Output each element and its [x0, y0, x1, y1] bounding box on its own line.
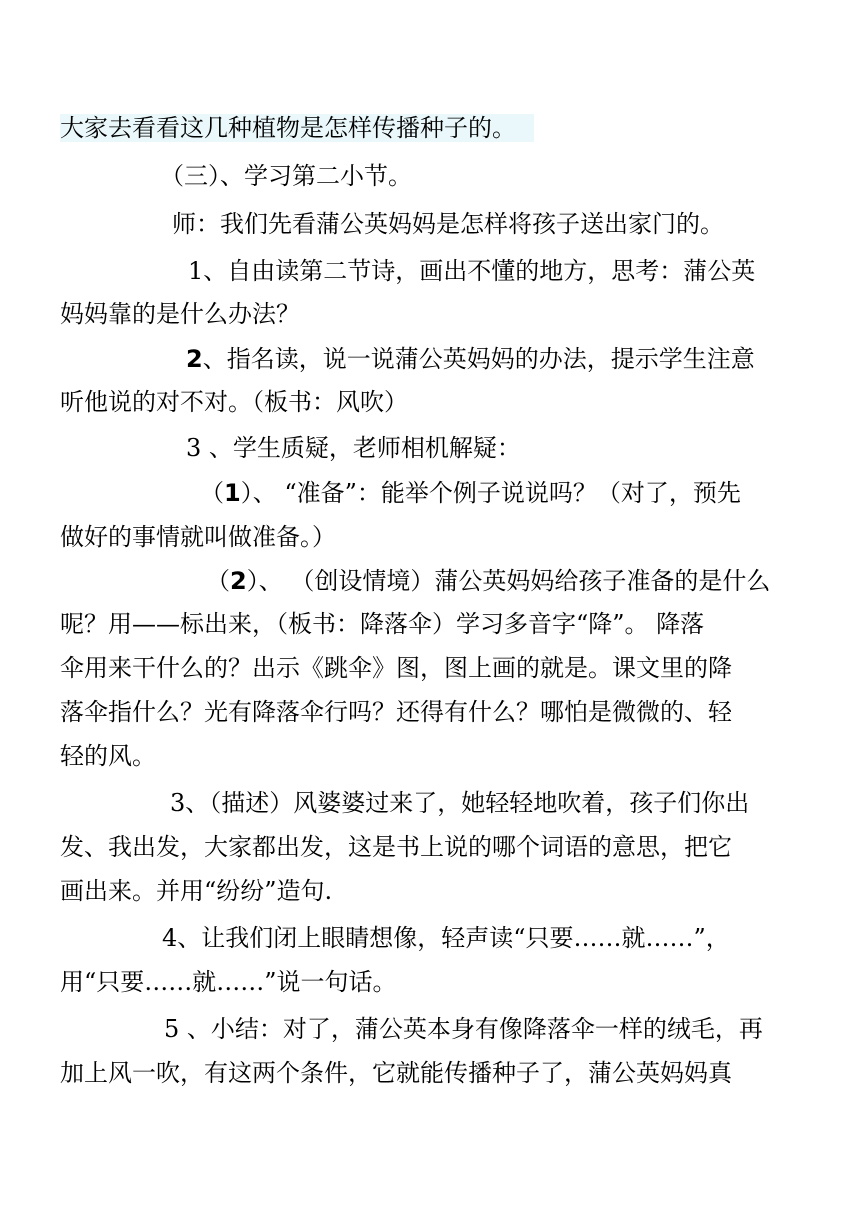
text-line: 做好的事情就叫做准备。） [60, 523, 336, 551]
text-line: 发、我出发，大家都出发，这是书上说的哪个词语的意思，把它 [60, 833, 732, 861]
text-line-intro [60, 108, 534, 148]
text-line: 用“只要……就……”说一句话。 [60, 968, 397, 996]
text-line: 5 、小结：对了，蒲公英本身有像降落伞一样的绒毛，再 [164, 1015, 763, 1043]
item-number: 2 [230, 567, 247, 595]
text-line [206, 561, 770, 601]
text-line: 伞用来干什么的？出示《跳伞》图，图上画的就是。课文里的降 [60, 654, 732, 682]
item-prefix: （ [206, 567, 230, 595]
text-line: 听他说的对不对。（板书：风吹） [60, 388, 408, 416]
item-text: ）、 （创设情境）蒲公英妈妈给孩子准备的是什么 [246, 567, 771, 595]
text-line: 1、自由读第二节诗，画出不懂的地方，思考：蒲公英 [188, 257, 756, 285]
text-line: 轻的风。 [60, 742, 156, 770]
section-heading: （三）、学习第二小节。 [160, 162, 412, 190]
text-line: 加上风一吹，有这两个条件，它就能传播种子了，蒲公英妈妈真 [60, 1059, 732, 1087]
text-line: 落伞指什么？光有降落伞行吗？还得有什么？哪怕是微微的、轻 [60, 698, 732, 726]
text-line: 画出来。并用“纷纷”造句. [60, 877, 333, 905]
text-line: 3、（描述）风婆婆过来了，她轻轻地吹着，孩子们你出 [170, 789, 750, 817]
item-number: 1 [224, 479, 241, 507]
item-prefix: （ [200, 479, 224, 507]
item-text: 、指名读，说一说蒲公英妈妈的办法，提示学生注意 [202, 345, 755, 373]
text-line: 3 、学生质疑，老师相机解疑： [186, 434, 521, 462]
text-line [200, 473, 741, 513]
text-line: 师：我们先看蒲公英妈妈是怎样将孩子送出家门的。 [172, 210, 724, 238]
highlighted-text: 大家去看看这几种植物是怎样传播种子的。 [60, 114, 534, 142]
item-number: 2 [186, 345, 203, 373]
text-line: 4、让我们闭上眼睛想像，轻声读“只要……就……”， [162, 924, 730, 952]
item-text: ）、 “准备”：能举个例子说说吗？（对了，预先 [240, 479, 741, 507]
text-line [186, 339, 755, 379]
text-line: 呢？用——标出来，（板书：降落伞）学习多音字“降”。 降落 [60, 610, 705, 638]
text-line: 妈妈靠的是什么办法？ [60, 300, 300, 328]
